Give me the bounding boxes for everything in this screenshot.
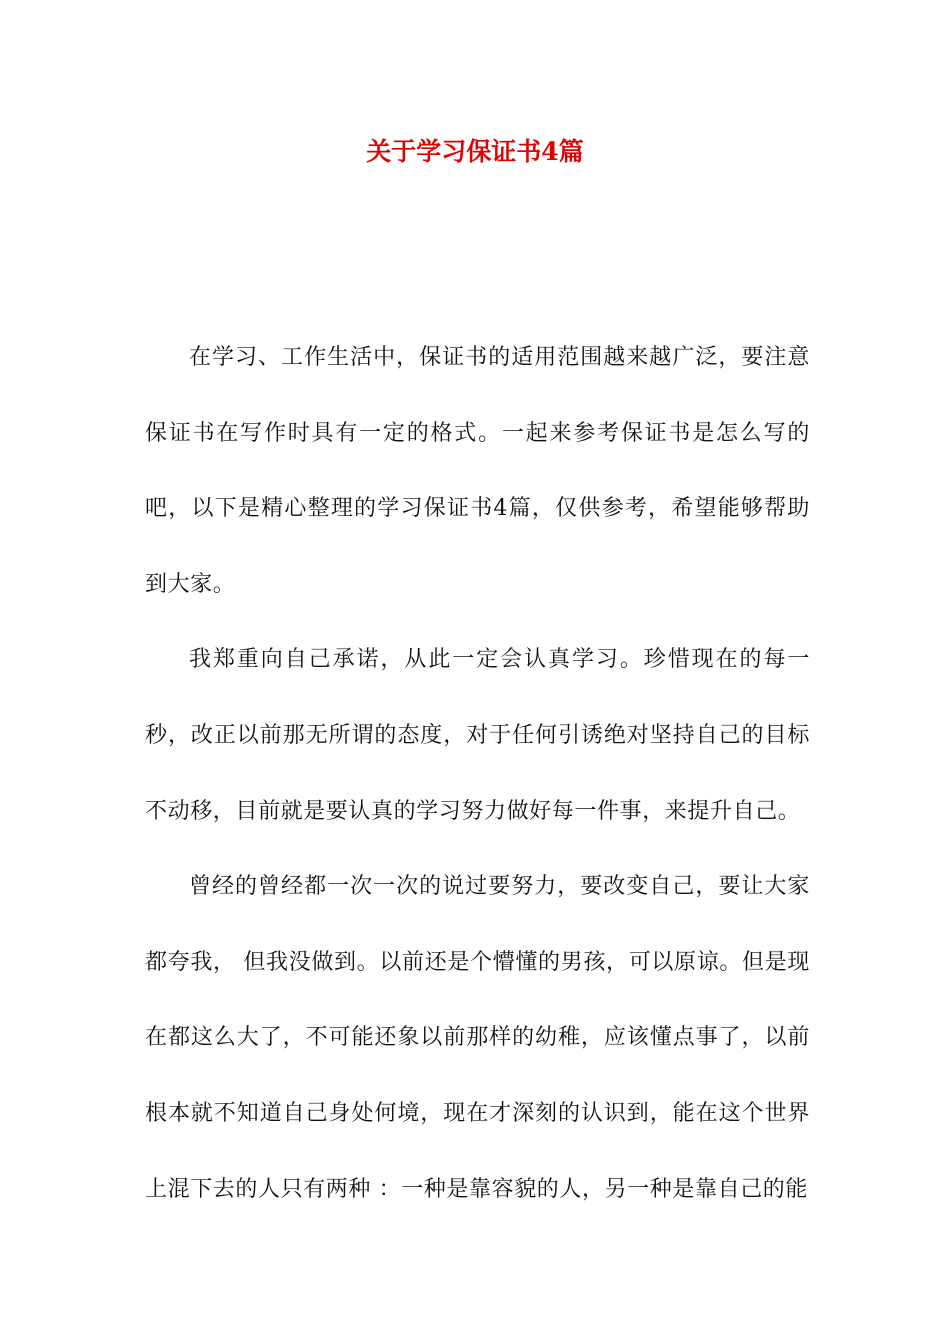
paragraph-intro: 在学习、工作生活中，保证书的适用范围越来越广泛，要注意保证书在写作时具有一定的格式。一起来参考保证书是怎么写的吧，以下是精心整理的学习保证书4篇，仅供参考，希望能够帮助到大家。 — [145, 345, 810, 597]
document-title: 关于学习保证书4篇 — [366, 137, 584, 166]
paragraph-reflection: 曾经的曾经都一次一次的说过要努力，要改变自己，要让大家都夸我， 但我没做到。以前还是个懵懂的男孩，可以原谅。但是现在都这么大了，不可能还象以前那样的幼稚，应该懂点事了，以前根本就不知道自己身处何境，现在才深刻的认识到，能在这个世界上混下去的人只有两种 ：一种是靠容貌的人，另一种是靠自己的能 — [145, 874, 810, 1202]
document-body — [145, 320, 810, 1227]
paragraph-pledge: 我郑重向自己承诺，从此一定会认真学习。珍惜现在的每一秒，改正以前那无所谓的态度，对于任何引诱绝对坚持自己的目标不动移，目前就是要认真的学习努力做好每一件事，来提升自己。 — [145, 647, 810, 824]
